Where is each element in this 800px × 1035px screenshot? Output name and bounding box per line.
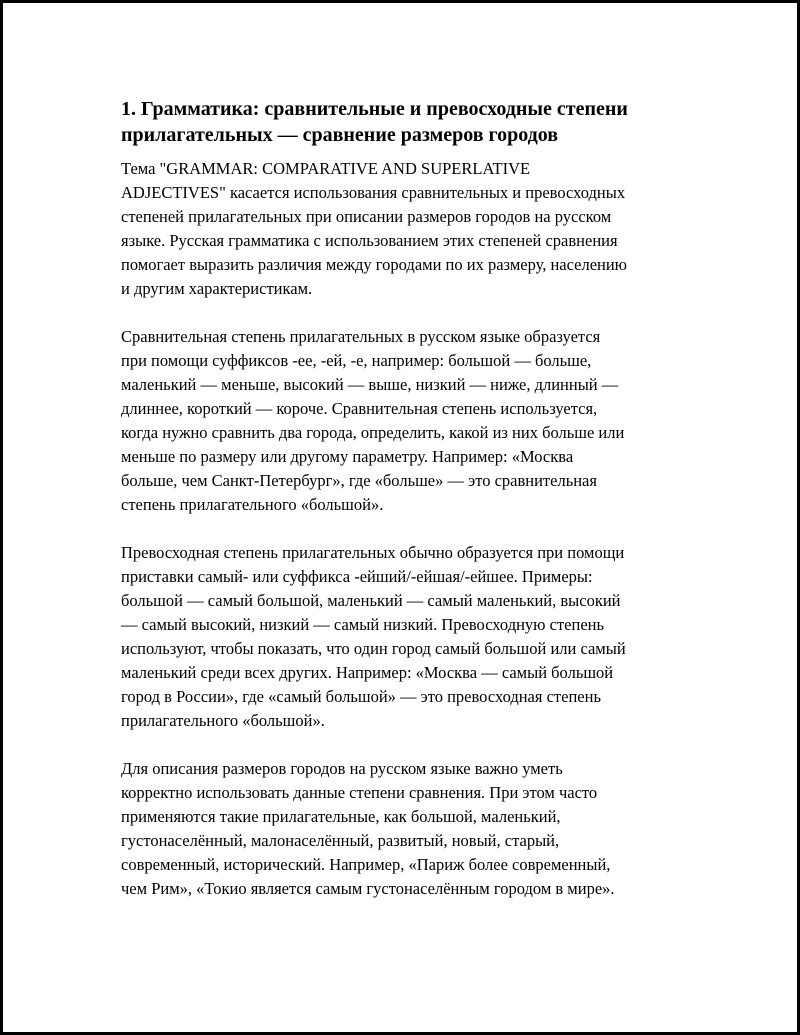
paragraph-line: Сравнительная степень прилагательных в русском языке образуется <box>121 327 601 346</box>
paragraph-4 <box>121 757 701 901</box>
paragraph-line: прилагательного «большой». <box>121 711 325 730</box>
paragraph-line: приставки самый- или суффикса -ейший/-ейшая/-ейшее. Примеры: <box>121 567 593 586</box>
paragraph-line: Тема "GRAMMAR: COMPARATIVE AND SUPERLATIVE <box>121 159 531 178</box>
paragraph-line: большой — самый большой, маленький — самый маленький, высокий <box>121 591 621 610</box>
paragraph-line: применяются такие прилагательные, как большой, маленький, <box>121 807 561 826</box>
paragraph-line: Для описания размеров городов на русском языке важно уметь <box>121 759 563 778</box>
paragraph-line: длиннее, короткий — короче. Сравнительная степень используется, <box>121 399 598 418</box>
document-content <box>121 96 701 901</box>
section-title <box>121 96 701 148</box>
paragraph-line: помогает выразить различия между городами по их размеру, населению <box>121 255 628 274</box>
paragraph-line: чем Рим», «Токио является самым густонаселённым городом в мире». <box>121 879 615 898</box>
section-title-line: 1. Грамматика: сравнительные и превосходные степени <box>121 98 628 120</box>
document-body <box>121 157 701 901</box>
paragraph-line: маленький — меньше, высокий — выше, низкий — ниже, длинный — <box>121 375 619 394</box>
paragraph-line: меньше по размеру или другому параметру. Например: «Москва <box>121 447 574 466</box>
paragraph-line: степень прилагательного «большой». <box>121 495 384 514</box>
paragraph-line: больше, чем Санкт-Петербург», где «больше» — это сравнительная <box>121 471 597 490</box>
paragraph-line: густонаселённый, малонаселённый, развитый, новый, старый, <box>121 831 560 850</box>
paragraph-line: степеней прилагательных при описании размеров городов на русском <box>121 207 612 226</box>
paragraph-line: корректно использовать данные степени сравнения. При этом часто <box>121 783 598 802</box>
paragraph-1 <box>121 157 701 301</box>
paragraph-2 <box>121 325 701 517</box>
paragraph-line: Превосходная степень прилагательных обычно образуется при помощи <box>121 543 625 562</box>
paragraph-line: языке. Русская грамматика с использованием этих степеней сравнения <box>121 231 618 250</box>
section-title-line: прилагательных — сравнение размеров городов <box>121 124 559 146</box>
paragraph-line: — самый высокий, низкий — самый низкий. Превосходную степень <box>121 615 604 634</box>
paragraph-line: современный, исторический. Например, «Париж более современный, <box>121 855 611 874</box>
paragraph-3 <box>121 541 701 733</box>
paragraph-line: используют, чтобы показать, что один город самый большой или самый <box>121 639 626 658</box>
paragraph-line: город в России», где «самый большой» — это превосходная степень <box>121 687 601 706</box>
paragraph-line: когда нужно сравнить два города, определить, какой из них больше или <box>121 423 625 442</box>
paragraph-line: и другим характеристикам. <box>121 279 313 298</box>
paragraph-line: при помощи суффиксов -ее, -ей, -е, например: большой — больше, <box>121 351 592 370</box>
paragraph-line: маленький среди всех других. Например: «Москва — самый большой <box>121 663 614 682</box>
paragraph-line: ADJECTIVES" касается использования сравнительных и превосходных <box>121 183 626 202</box>
